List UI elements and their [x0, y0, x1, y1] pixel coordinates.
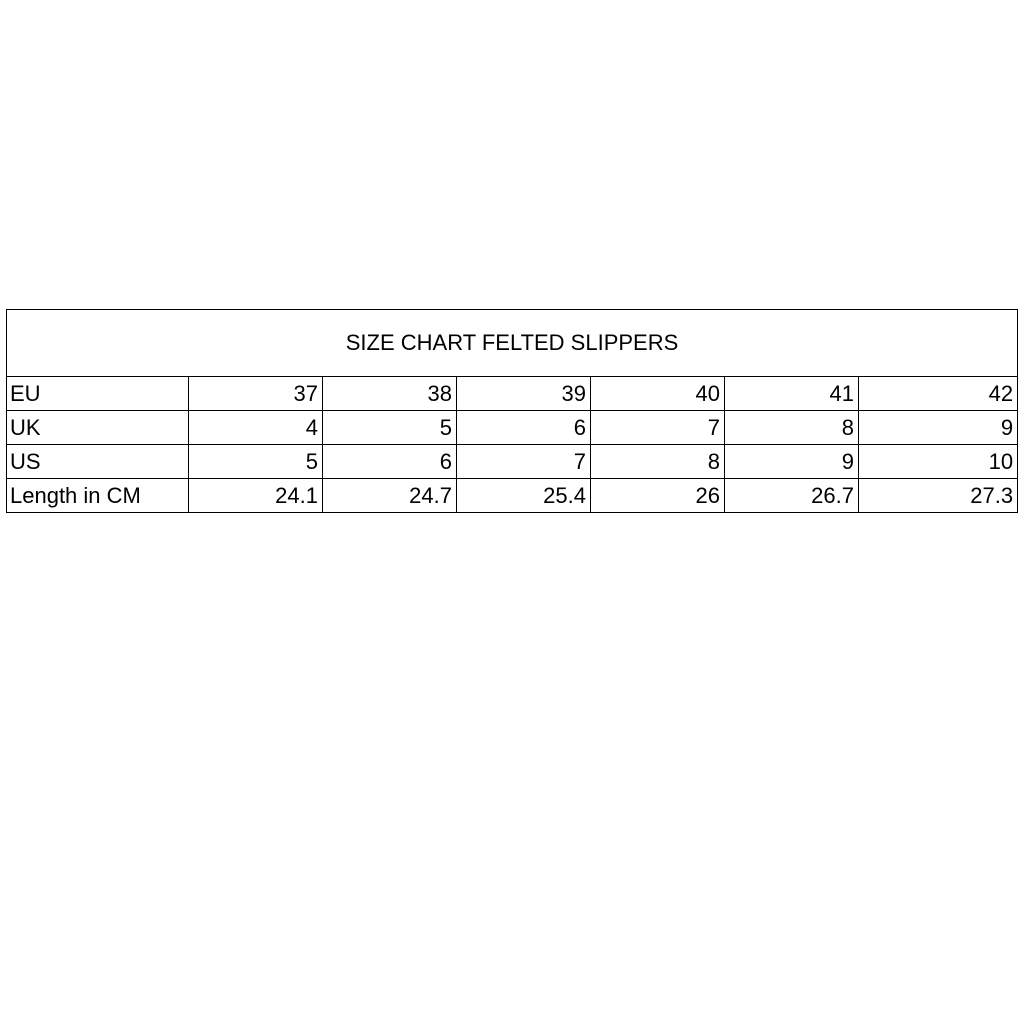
table-cell: 10 [859, 445, 1018, 479]
table-cell: 24.7 [323, 479, 457, 513]
table-cell: 42 [859, 377, 1018, 411]
table-row-uk [7, 411, 1018, 445]
table-cell: 40 [591, 377, 725, 411]
table-cell: 26 [591, 479, 725, 513]
title-row [7, 310, 1018, 377]
row-label-us: US [7, 445, 189, 479]
table-cell: 25.4 [457, 479, 591, 513]
table-cell: 38 [323, 377, 457, 411]
table-cell: 9 [859, 411, 1018, 445]
table-row-eu [7, 377, 1018, 411]
row-label-length: Length in CM [7, 479, 189, 513]
table-row-us [7, 445, 1018, 479]
table-title: SIZE CHART FELTED SLIPPERS [7, 310, 1018, 377]
table-cell: 7 [591, 411, 725, 445]
table-cell: 26.7 [725, 479, 859, 513]
table-cell: 9 [725, 445, 859, 479]
table-cell: 8 [725, 411, 859, 445]
table-cell: 39 [457, 377, 591, 411]
table-cell: 5 [189, 445, 323, 479]
table-cell: 27.3 [859, 479, 1018, 513]
table-row-length [7, 479, 1018, 513]
row-label-eu: EU [7, 377, 189, 411]
table-cell: 41 [725, 377, 859, 411]
table-cell: 4 [189, 411, 323, 445]
row-label-uk: UK [7, 411, 189, 445]
table-cell: 37 [189, 377, 323, 411]
table-cell: 6 [323, 445, 457, 479]
table-cell: 5 [323, 411, 457, 445]
table-cell: 24.1 [189, 479, 323, 513]
table-cell: 8 [591, 445, 725, 479]
table-cell: 6 [457, 411, 591, 445]
table-cell: 7 [457, 445, 591, 479]
size-chart-table [6, 309, 1018, 513]
